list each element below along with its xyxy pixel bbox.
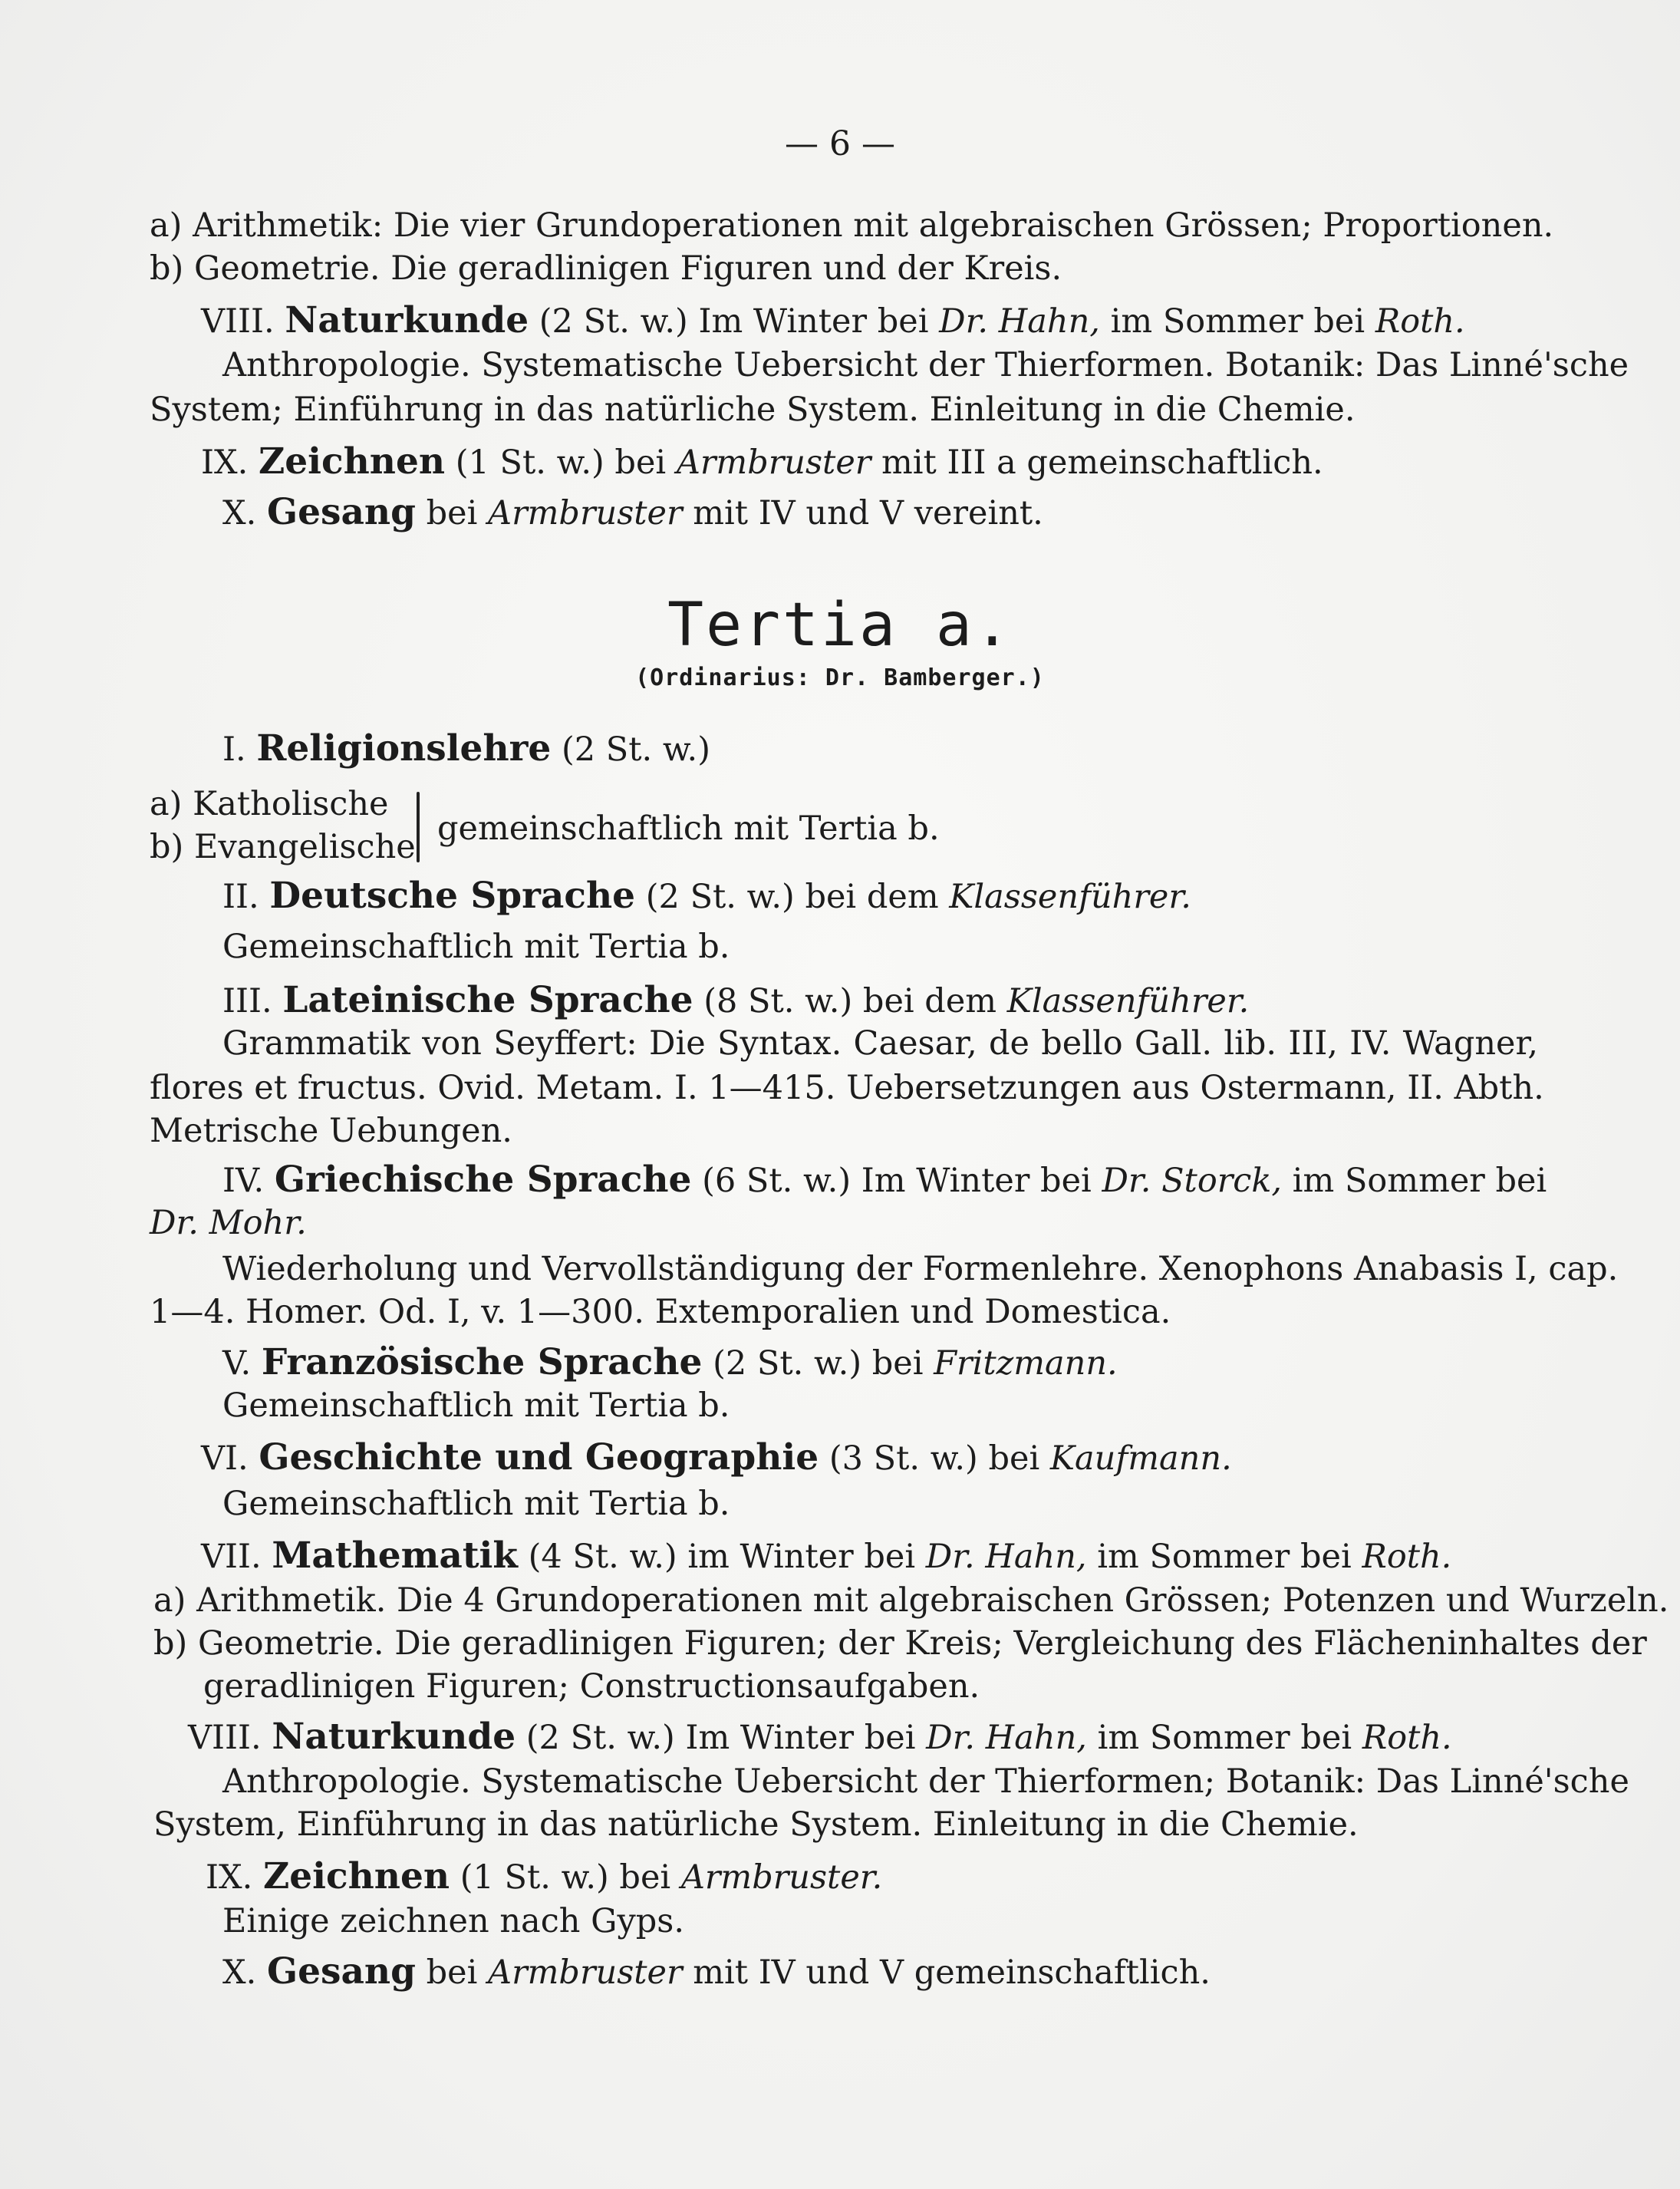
latein-text-line: flores et fructus. Ovid. Metam. I. 1—415. Uebersetzungen aus Ostermann, II. Abth. [150,1069,1544,1107]
mathematik-b-line: b) Geometrie. Die geradlinigen Figuren; der Kreis; Vergleichung des Flächeninhaltes der [153,1624,1647,1663]
griechisch-heading: IV. Griechische Sprache (6 St. w.) Im Winter bei Dr. Storck, im Sommer bei [222,1159,1547,1201]
geschichte-text: Gemeinschaftlich mit Tertia b. [222,1485,730,1523]
griechisch-text-line: Wiederholung und Vervollständigung der Formenlehre. Xenophons Anabasis I, cap. [222,1250,1619,1288]
mathematik-a-line: a) Arithmetik. Die 4 Grundoperationen mit algebraischen Grössen; Potenzen und Wurzeln. [153,1581,1669,1620]
gesang-heading: X. Gesang bei Armbruster mit IV und V gemeinschaftlich. [222,1950,1211,1993]
griechisch-teacher: Dr. Mohr. [150,1204,307,1242]
section-title: Tertia a. [667,591,1013,660]
mathematik-heading: VII. Mathematik (4 St. w.) im Winter bei Dr. Hahn, im Sommer bei Roth. [201,1535,1452,1577]
naturkunde-heading: VIII. Naturkunde (2 St. w.) Im Winter bei Dr. Hahn, im Sommer bei Roth. [188,1716,1452,1758]
arithmetik-line: a) Arithmetik: Die vier Grundoperationen mit algebraischen Grössen; Proportionen. [150,206,1554,245]
mathematik-b-cont: geradlinigen Figuren; Constructionsaufgaben. [203,1667,980,1706]
religion-b-line: b) Evangelische [150,828,416,866]
religionslehre-heading: I. Religionslehre (2 St. w.) [222,727,710,770]
religion-a-line: a) Katholische [150,785,389,823]
deutsch-heading: II. Deutsche Sprache (2 St. w.) bei dem Klassenführer. [222,875,1191,917]
zeichnen-heading: IX. Zeichnen (1 St. w.) bei Armbruster mit III a gemeinschaftlich. [201,440,1323,483]
brace-mark [417,792,420,862]
religion-note: gemeinschaftlich mit Tertia b. [437,809,940,848]
latein-heading: III. Lateinische Sprache (8 St. w.) bei dem Klassenführer. [222,979,1250,1021]
naturkunde-text-line: Anthropologie. Systematische Uebersicht der Thierformen. Botanik: Das Linné'sche [222,346,1629,384]
naturkunde-heading: VIII. Naturkunde (2 St. w.) Im Winter bei Dr. Hahn, im Sommer bei Roth. [201,299,1465,341]
geschichte-heading: VI. Geschichte und Geographie (3 St. w.) bei Kaufmann. [201,1436,1232,1479]
geometrie-line: b) Geometrie. Die geradlinigen Figuren und der Kreis. [150,249,1062,288]
gesang-heading: X. Gesang bei Armbruster mit IV und V vereint. [222,491,1043,533]
zeichnen-text: Einige zeichnen nach Gyps. [222,1902,685,1940]
naturkunde-text-line: System; Einführung in das natürliche System. Einleitung in die Chemie. [150,391,1356,429]
section-subtitle: (Ordinarius: Dr. Bamberger.) [635,664,1045,691]
latein-text-line: Metrische Uebungen. [150,1112,512,1150]
page-number: — 6 — [785,124,895,163]
zeichnen-heading: IX. Zeichnen (1 St. w.) bei Armbruster. [206,1855,883,1897]
deutsch-text: Gemeinschaftlich mit Tertia b. [222,928,730,966]
naturkunde-text-line: Anthropologie. Systematische Uebersicht der Thierformen; Botanik: Das Linné'sche [222,1762,1629,1801]
griechisch-text-line: 1—4. Homer. Od. I, v. 1—300. Extemporalien und Domestica. [150,1293,1171,1331]
franzoesisch-heading: V. Französische Sprache (2 St. w.) bei Fritzmann. [222,1341,1118,1383]
franzoesisch-text: Gemeinschaftlich mit Tertia b. [222,1386,730,1425]
naturkunde-text-line: System, Einführung in das natürliche System. Einleitung in die Chemie. [153,1805,1359,1844]
latein-text-line: Grammatik von Seyffert: Die Syntax. Caesar, de bello Gall. lib. III, IV. Wagner, [222,1024,1538,1063]
